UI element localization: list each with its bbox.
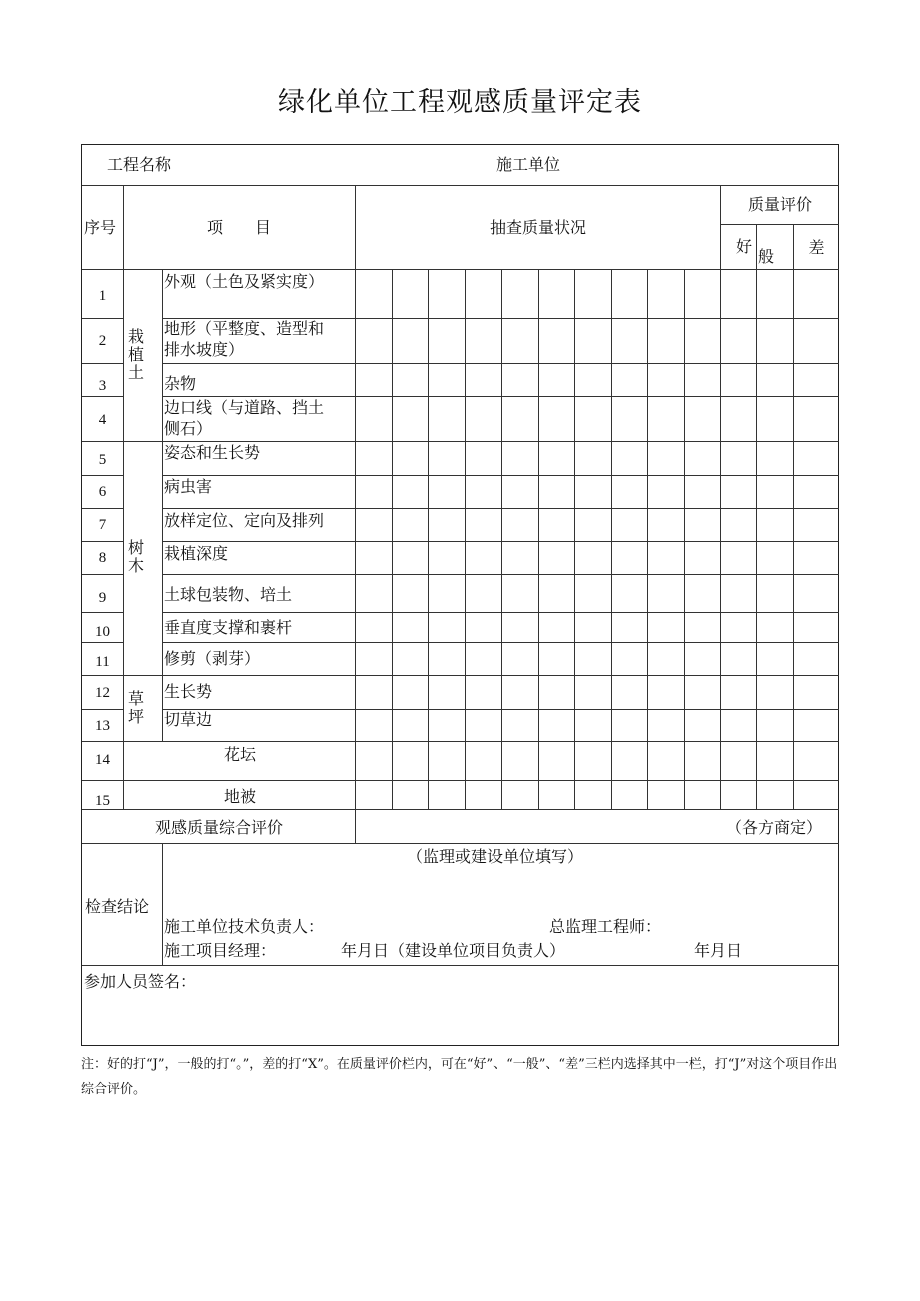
row-number: 3	[98, 378, 107, 394]
grid-line	[538, 269, 539, 809]
item-label: 病虫害	[164, 477, 213, 496]
group-label-trees: 树 木	[127, 538, 144, 575]
row-number: 7	[98, 517, 107, 533]
tech-lead-label: 施工单位技术负责人：	[164, 917, 325, 936]
project-manager-label: 施工项目经理：	[164, 941, 277, 960]
grid-line	[501, 269, 502, 809]
seq-header: 序号	[84, 218, 117, 237]
row-number: 13	[95, 718, 110, 734]
item-label: 地被	[223, 787, 256, 806]
grid-line	[82, 741, 839, 742]
grid-line	[720, 185, 721, 809]
grid-line	[611, 269, 612, 809]
item-label: 外观（土色及紧实度）	[164, 272, 325, 291]
poor-header: 差	[808, 238, 825, 257]
grid-line	[647, 269, 648, 809]
project-name-label: 工程名称	[107, 155, 172, 174]
grid-line	[82, 612, 123, 613]
item-label: 生长势	[164, 682, 213, 701]
grid-line	[574, 269, 575, 809]
footnote: 注：好的打“J”，一般的打“。”，差的打“X”。在质量评价栏内，可在“好”、“一般”、“差”三栏内选择其中一栏，打“J”对这个项目作出综合评价。	[81, 1057, 838, 1097]
grid-line	[465, 269, 466, 809]
summary-note: （各方商定）	[726, 818, 823, 837]
good-header: 好	[736, 237, 753, 256]
grid-line	[82, 843, 839, 844]
row-number: 11	[95, 654, 110, 670]
item-label: 侧石）	[164, 419, 213, 438]
grid-line	[82, 709, 123, 710]
grid-line	[82, 441, 123, 442]
row-number: 6	[98, 484, 107, 500]
row-number: 14	[95, 752, 110, 768]
grid-line	[756, 224, 757, 809]
grid-line	[392, 269, 393, 809]
grid-line	[82, 475, 123, 476]
row-number: 10	[95, 624, 110, 640]
row-number: 5	[98, 452, 107, 468]
item-label: 排水坡度）	[164, 340, 245, 359]
summary-label: 观感质量综合评价	[154, 818, 283, 837]
item-label: 地形（平整度、造型和	[164, 319, 325, 338]
grid-line	[82, 741, 123, 742]
grid-line	[684, 269, 685, 809]
item-label: 切草边	[164, 710, 213, 729]
grid-line	[428, 269, 429, 809]
group-label-soil: 栽 植 土	[127, 327, 144, 382]
inspection-header: 抽查质量状况	[489, 218, 586, 237]
grid-line	[82, 780, 839, 781]
row-number: 1	[98, 288, 107, 304]
grid-line	[82, 965, 839, 966]
item-label: 姿态和生长势	[164, 443, 261, 462]
item-label: 花坛	[223, 745, 256, 764]
item-label: 垂直度支撑和裹杆	[164, 618, 293, 637]
grid-line	[82, 318, 123, 319]
grid-line	[123, 185, 124, 809]
conclusion-label: 检查结论	[85, 897, 150, 916]
item-label: 土球包装物、培土	[164, 585, 293, 604]
item-label: 栽植深度	[164, 544, 229, 563]
grid-line	[162, 843, 163, 965]
grid-line	[82, 269, 839, 270]
grid-line	[82, 185, 839, 186]
grid-line	[82, 363, 123, 364]
item-label: 放样定位、定向及排列	[164, 511, 325, 530]
item-label: 杂物	[164, 374, 197, 393]
participants-label: 参加人员签名：	[84, 972, 197, 991]
date-owner-label: 年月日（建设单位项目负责人）	[341, 941, 566, 960]
chief-supervisor-label: 总监理工程师：	[549, 917, 662, 936]
grid-line	[162, 269, 163, 741]
row-number: 4	[98, 412, 107, 428]
grid-line	[82, 508, 123, 509]
item-header: 项 目	[206, 218, 271, 237]
grid-line	[82, 780, 123, 781]
construction-unit-label: 施工单位	[496, 155, 561, 174]
date-end-label: 年月日	[694, 941, 743, 960]
group-label-lawn: 草 坪	[127, 689, 144, 726]
grid-line	[82, 574, 123, 575]
grid-line	[82, 541, 123, 542]
row-number: 8	[98, 550, 107, 566]
grid-line	[82, 675, 123, 676]
grid-line	[793, 224, 794, 809]
row-number: 15	[95, 793, 110, 809]
grid-line	[720, 224, 839, 225]
item-label: 边口线（与道路、挡土	[164, 398, 325, 417]
row-number: 9	[98, 590, 107, 606]
grid-line	[82, 675, 839, 676]
row-number: 2	[98, 333, 107, 349]
grid-line	[82, 809, 839, 810]
quality-eval-header: 质量评价	[747, 195, 812, 214]
evaluation-form	[81, 144, 839, 1046]
conclusion-fill-note: （监理或建设单位填写）	[407, 847, 584, 866]
item-label: 修剪（剥芽）	[164, 649, 261, 668]
row-number: 12	[95, 685, 110, 701]
page-title: 绿化单位工程观感质量评定表	[278, 87, 642, 118]
fair-header: 般	[758, 247, 775, 266]
